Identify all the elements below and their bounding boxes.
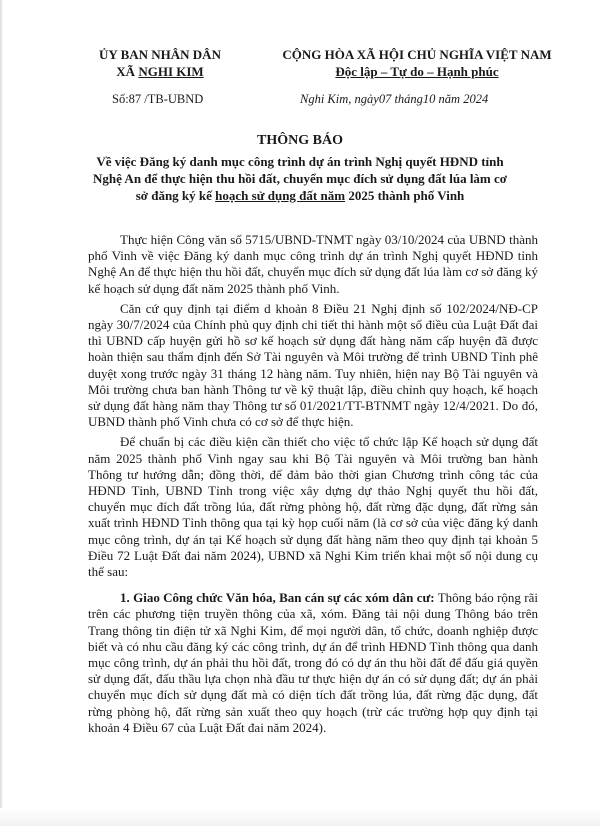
paragraph-2: Căn cứ quy định tại điểm d khoản 8 Điều 21 Nghị định số 102/2024/NĐ-CP ngày 30/7/2024 của Chính phủ quy định chi tiết thi hành một số điều của Luật Đất đai thì UBND cấp huyện gửi hồ sơ kế hoạch sử dụng đất hàng năm cấp huyện đã được hoàn thiện sau thẩm định đến Sở Tài nguyên và Môi trường để trình UBND Tỉnh phê duyệt xong trước ngày 31 tháng 12 hàng năm. Tuy nhiên, hiện nay Bộ Tài nguyên và Môi trường chưa ban hành Thông tư về kỹ thuật lập, điều chỉnh quy hoạch, kế hoạch sử dụng đất hàng năm thay Thông tư số 01/2021/TT-BTNMT ngày 12/4/2021. Do đó, UBND thành phố Vinh chưa có cơ sở để thực hiện. [88, 300, 538, 430]
paragraph-3: Để chuẩn bị các điều kiện cần thiết cho việc tổ chức lập Kế hoạch sử dụng đất năm 2025 thành phố Vinh ngay sau khi Bộ Tài nguyên và Môi trường ban hành Thông tư hướng dẫn; đồng thời, để đảm bảo thời gian Chương trình công tác của HĐND Tỉnh, UBND Tỉnh trong việc xây dựng dự thảo Nghị quyết thu hồi đất, chuyển mục đích đất trồng lúa, đất rừng phòng hộ, đất rừng đặc dụng, đất rừng sản xuất trình HĐND Tỉnh thông qua tại kỳ họp cuối năm (là cơ sở của việc đăng ký danh mục công trình, dự án tại Kế hoạch sử dụng đất hàng năm theo quy định tại khoản 5 Điều 72 Luật Đất đai năm 2024), UBND xã Nghi Kim triển khai một số nội dung cụ thể sau: [88, 434, 538, 580]
issuing-authority [60, 46, 260, 80]
section-1-heading: 1. Giao Công chức Văn hóa, Ban cán sự các xóm dân cư: [120, 590, 435, 606]
subject-line-2: Nghệ An để thực hiện thu hồi đất, chuyển mục đích sử dụng đất lúa làm cơ [93, 171, 507, 186]
subject-line-3-start: sở đăng ký kế [135, 188, 216, 203]
nation-name: CỘNG HÒA XÃ HỘI CHỦ NGHĨA VIỆT NAM [282, 47, 552, 62]
page-bottom-shadow [0, 808, 600, 826]
document-body [88, 232, 538, 740]
authority-prefix: XÃ [116, 64, 139, 79]
authority-line-2 [60, 63, 260, 80]
subject-line-1: Về việc Đăng ký danh mục công trình dự án trình Nghị quyết HĐND tỉnh [96, 154, 504, 169]
section-1-text: Thông báo rộng rãi trên các phương tiện truyền thông của xã, xóm. Đăng tải nội dung Thông báo trên Trang thông tin điện tử xã Nghi Kim, để mọi người dân, tổ chức, doanh nghiệp được biết và có nhu cầu đăng ký các công trình, dự án để trình HĐND Tỉnh thông qua danh mục công trình, dự án phải thu hồi đất, trong đó có dự án thu hồi đất để đấu giá quyền sử dụng đất, đấu thầu lựa chọn nhà đầu tư thực hiện dự án có sử dụng đất; dự án phải chuyển mục đích sử dụng đất mà có diện tích đất trồng lúa, đất rừng đặc dụng, đất rừng phòng hộ, đất rừng sản xuất theo quy hoạch (trừ các trường hợp quy định tại khoản 4 Điều 67 của Luật Đất đai năm 2024). [88, 590, 538, 735]
document-title: THÔNG BÁO [257, 133, 343, 148]
authority-name: NGHI KIM [138, 64, 204, 79]
subject-line-3 [72, 187, 528, 204]
authority-line-1: ỦY BAN NHÂN DÂN [99, 47, 221, 62]
national-motto: Độc lập – Tự do – Hạnh phúc [335, 64, 499, 79]
national-header [262, 46, 572, 80]
document-subject [72, 153, 528, 204]
subject-line-3-end: 2025 thành phố Vinh [345, 188, 465, 203]
page-edge-shadow [0, 0, 3, 826]
subject-line-3-underlined: hoạch sử dụng đất năm [215, 188, 346, 203]
paragraph-1: Thực hiện Công văn số 5715/UBND-TNMT ngày 03/10/2024 của UBND thành phố Vinh về việc Đăng ký danh mục công trình dự án trình Nghị quyết HĐND tỉnh Nghệ An để thực hiện thu hồi đất, chuyển mục đích sử dụng đất lúa làm cơ sở đăng ký kế hoạch sử dụng đất năm 2025 thành phố Vinh. [88, 232, 538, 296]
document-number: Số:87 /TB-UBND [112, 92, 204, 106]
section-1 [88, 590, 538, 736]
place-and-date: Nghi Kim, ngày07 tháng10 năm 2024 [300, 92, 489, 106]
